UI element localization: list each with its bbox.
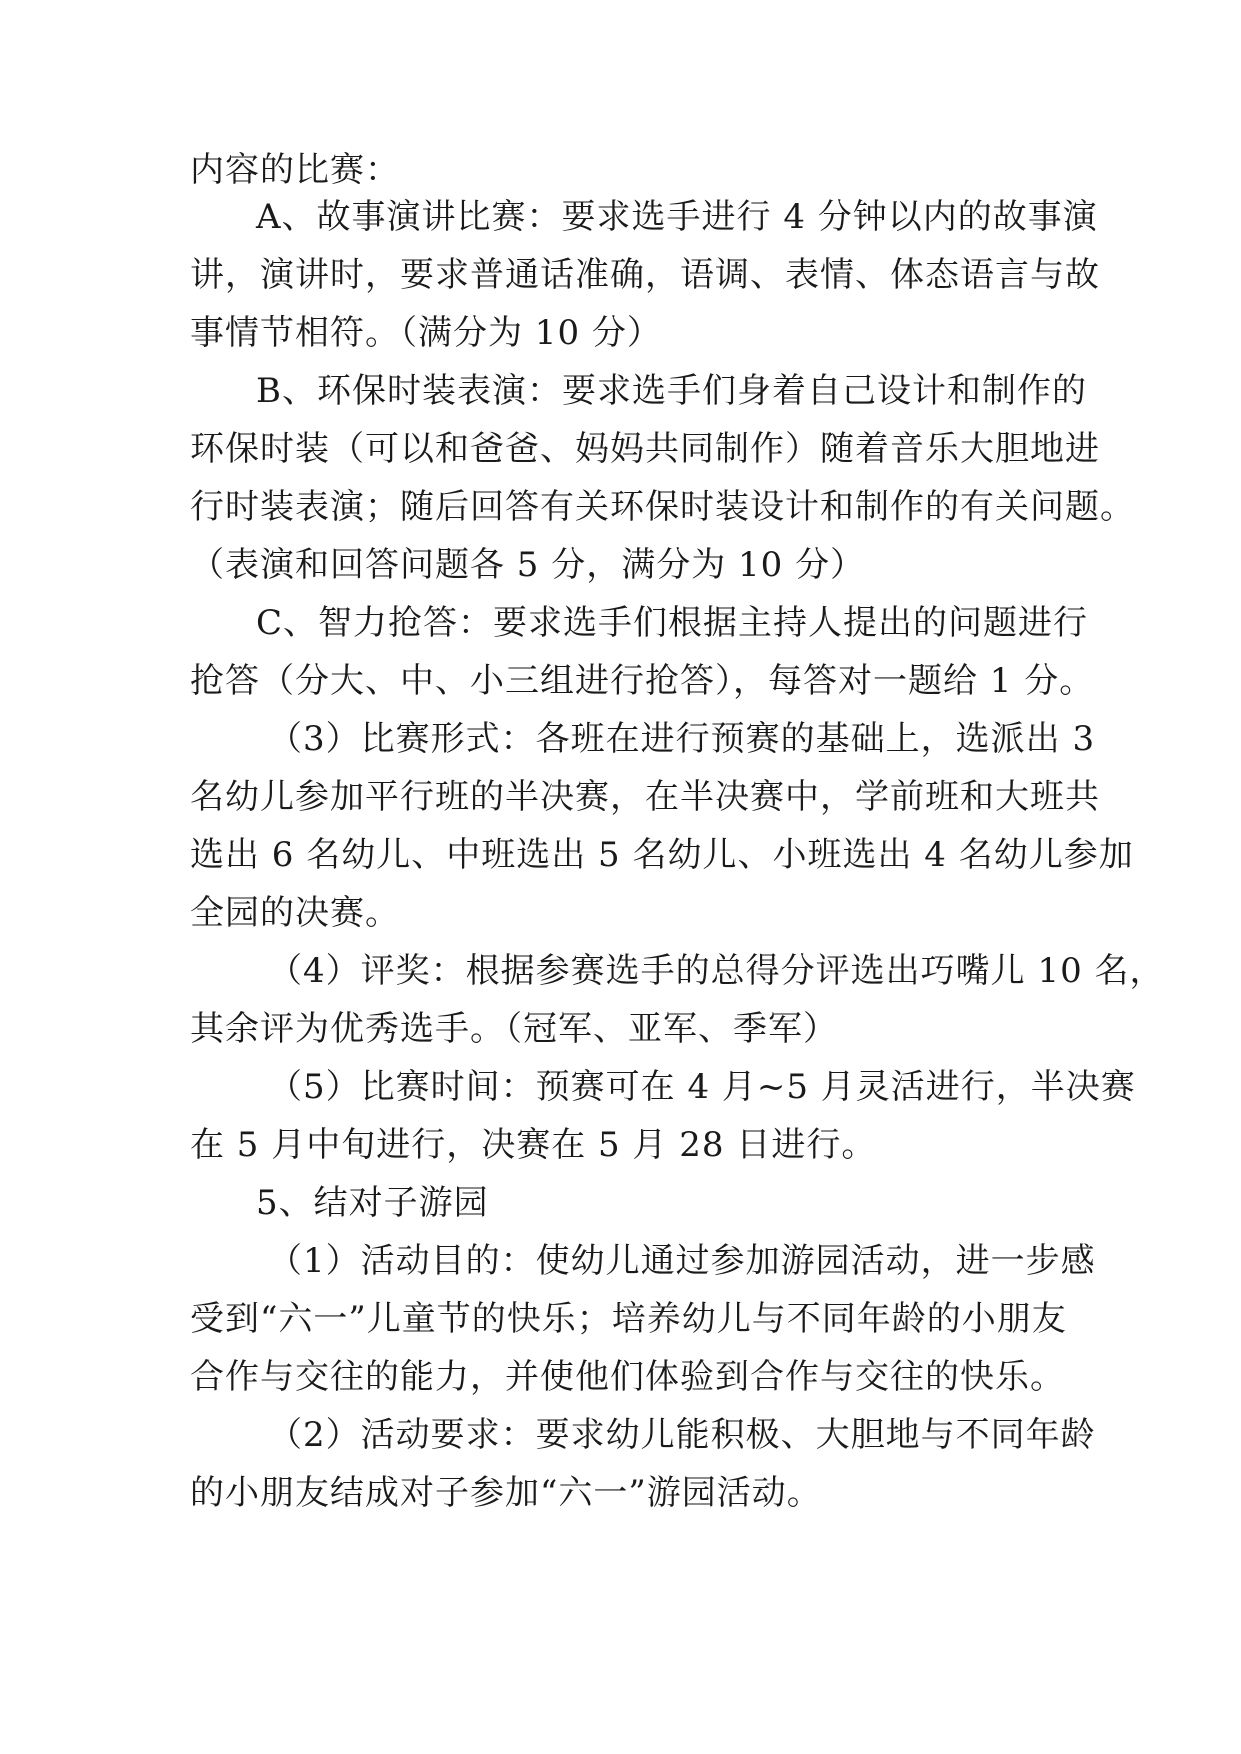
text-line: （4）评奖：根据参赛选手的总得分评选出巧嘴儿 10 名， — [268, 951, 1165, 991]
text-line: 选出 6 名幼儿、中班选出 5 名幼儿、小班选出 4 名幼儿参加 — [190, 835, 1134, 875]
text-line: 讲，演讲时，要求普通话准确，语调、表情、体态语言与故 — [190, 255, 1100, 295]
text-line: A、故事演讲比赛：要求选手进行 4 分钟以内的故事演 — [256, 197, 1098, 237]
text-line: 全园的决赛。 — [190, 893, 400, 933]
text-line: （2）活动要求：要求幼儿能积极、大胆地与不同年龄 — [268, 1415, 1096, 1455]
text-line: 内容的比赛： — [190, 150, 400, 190]
section-heading: 5、结对子游园 — [256, 1183, 489, 1223]
text-line: （1）活动目的：使幼儿通过参加游园活动，进一步感 — [268, 1241, 1096, 1281]
text-line: 事情节相符。（满分为 10 分） — [190, 313, 662, 353]
text-line: （表演和回答问题各 5 分，满分为 10 分） — [190, 545, 866, 585]
text-line: 合作与交往的能力，并使他们体验到合作与交往的快乐。 — [190, 1357, 1065, 1397]
text-line: 在 5 月中旬进行，决赛在 5 月 28 日进行。 — [190, 1125, 877, 1165]
text-line: 其余评为优秀选手。（冠军、亚军、季军） — [190, 1009, 838, 1049]
text-line: B、环保时装表演：要求选手们身着自己设计和制作的 — [256, 371, 1087, 411]
text-line: 的小朋友结成对子参加“六一”游园活动。 — [190, 1473, 822, 1513]
text-line: 受到“六一”儿童节的快乐；培养幼儿与不同年龄的小朋友 — [190, 1299, 1067, 1339]
text-line: 抢答（分大、中、小三组进行抢答），每答对一题给 1 分。 — [190, 661, 1095, 701]
text-line: （5）比赛时间：预赛可在 4 月~5 月灵活进行，半决赛 — [268, 1067, 1136, 1107]
text-line: C、智力抢答：要求选手们根据主持人提出的问题进行 — [256, 603, 1089, 643]
text-line: 名幼儿参加平行班的半决赛，在半决赛中，学前班和大班共 — [190, 777, 1100, 817]
text-line: 环保时装（可以和爸爸、妈妈共同制作）随着音乐大胆地进 — [190, 429, 1100, 469]
text-line: 行时装表演；随后回答有关环保时装设计和制作的有关问题。 — [190, 487, 1135, 527]
text-line: （3）比赛形式：各班在进行预赛的基础上，选派出 3 — [268, 719, 1096, 759]
